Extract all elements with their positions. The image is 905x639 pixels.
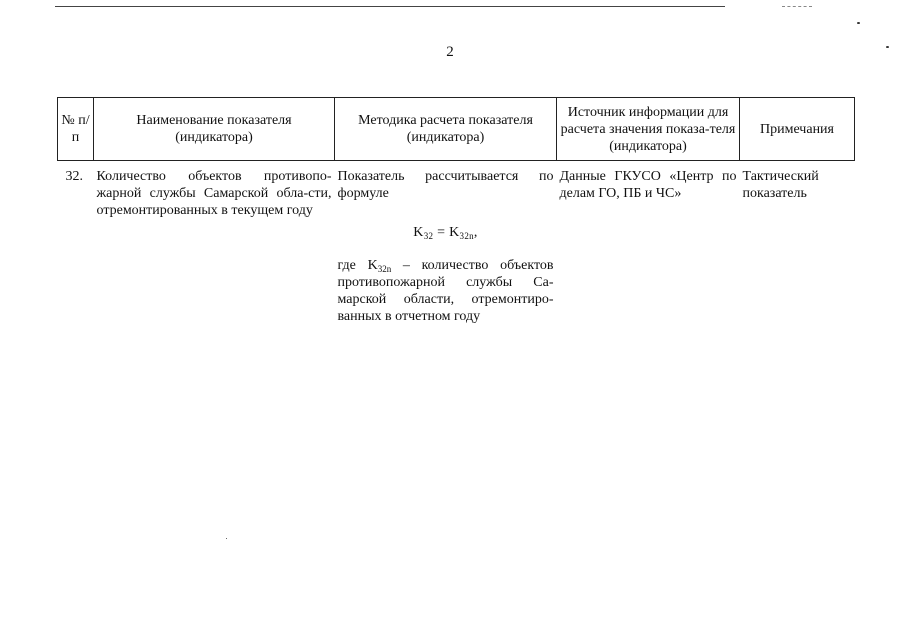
table-header-row <box>58 98 855 161</box>
row-notes: Тактический показатель <box>742 169 819 201</box>
scan-artifact-line <box>55 6 725 7</box>
page-number: 2 <box>446 44 454 60</box>
header-information-source: Источник информации для расчета значения показа-теля (индикатора) <box>557 98 740 161</box>
row-calculation-method <box>335 161 557 326</box>
row-number: 32. <box>65 169 83 184</box>
header-notes: Примечания <box>740 98 855 161</box>
formula-right-symbol: K <box>449 225 460 240</box>
formula-right-subscript: 32n <box>459 231 474 241</box>
formula-tail: , <box>473 225 478 240</box>
method-where-prefix: где K <box>337 258 378 273</box>
header-indicator-name: Наименование показателя (индикатора) <box>94 98 335 161</box>
table-row <box>58 161 855 326</box>
row-indicator-name: Количество объектов противопо-жарной службы Самарской обла-сти, отремонтированных в текущем году <box>96 169 332 218</box>
scan-speck <box>857 22 860 24</box>
formula <box>338 224 554 241</box>
method-where-subscript: 32n <box>377 264 392 274</box>
method-intro: Показатель рассчитывается по формуле <box>337 169 554 201</box>
formula-left-subscript: 32 <box>423 231 434 241</box>
scan-speck <box>226 538 227 539</box>
header-calculation-method: Методика расчета показателя (индикатора) <box>335 98 557 161</box>
method-where <box>338 257 554 325</box>
scan-artifact-line <box>782 6 812 7</box>
formula-equals: = <box>433 225 450 240</box>
indicator-table <box>57 97 855 325</box>
method-where-text: – количество объектов противопожарной службы Са-марской области, отремонтиро-ванных в отчетном году <box>337 258 554 324</box>
row-information-source: Данные ГКУСО «Центр по делам ГО, ПБ и ЧС» <box>559 169 737 201</box>
header-number: № п/п <box>58 98 94 161</box>
formula-left-symbol: K <box>413 225 424 240</box>
